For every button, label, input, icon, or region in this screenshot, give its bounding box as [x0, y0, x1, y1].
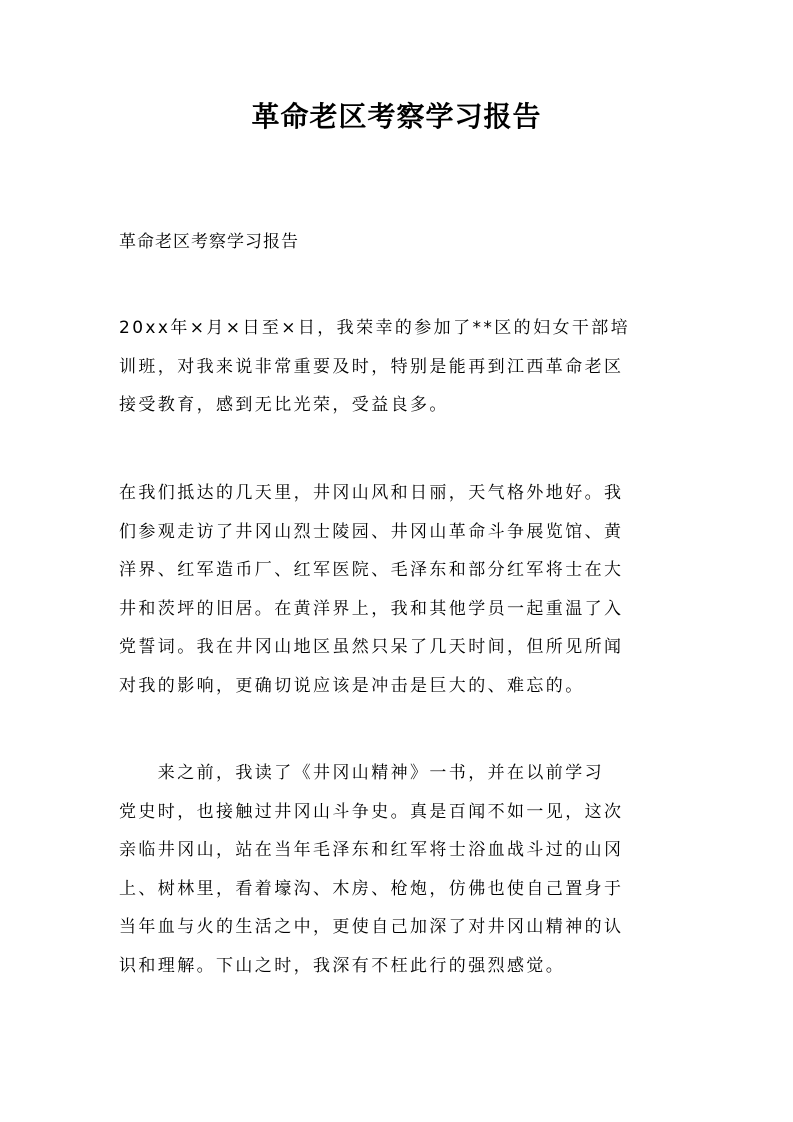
paragraph-line: 们参观走访了井冈山烈士陵园、井冈山革命斗争展览馆、黄 — [119, 521, 624, 542]
paragraph-line: 当年血与火的生活之中，更使自己加深了对井冈山精神的认 — [119, 917, 624, 937]
paragraph-line: 来之前，我读了《井冈山精神》一书，并在以前学习 — [119, 763, 604, 783]
paragraph-line: 接受教育，感到无比光荣，受益良多。 — [119, 395, 449, 415]
paragraph-1 — [119, 309, 679, 425]
paragraph-2 — [119, 474, 679, 705]
paragraph-line: 党誓词。我在井冈山地区虽然只呆了几天时间，但所见所闻 — [119, 637, 624, 657]
document-title: 革命老区考察学习报告 — [251, 100, 542, 133]
document-subtitle: 革命老区考察学习报告 — [119, 232, 299, 252]
paragraph-line: 井和茨坪的旧居。在黄洋界上，我和其他学员一起重温了入 — [119, 598, 624, 619]
paragraph-line: 对我的影响，更确切说应该是冲击是巨大的、难忘的。 — [119, 675, 585, 696]
paragraph-line: 20xx年×月×日至×日，我荣幸的参加了**区的妇女干部培 — [119, 318, 631, 338]
paragraph-line: 在我们抵达的几天里，井冈山风和日丽，天气格外地好。我 — [119, 483, 624, 503]
paragraph-3 — [119, 754, 679, 985]
paragraph-line: 上、树林里，看着壕沟、木房、枪炮，仿佛也使自己置身于 — [119, 878, 624, 899]
paragraph-line: 识和理解。下山之时，我深有不枉此行的强烈感觉。 — [119, 955, 566, 976]
paragraph-line: 亲临井冈山，站在当年毛泽东和红军将士浴血战斗过的山冈 — [119, 840, 624, 860]
paragraph-line: 训班，对我来说非常重要及时，特别是能再到江西革命老区 — [119, 356, 624, 377]
paragraph-line: 洋界、红军造币厂、红军医院、毛泽东和部分红军将士在大 — [119, 560, 624, 580]
paragraph-line: 党史时，也接触过井冈山斗争史。真是百闻不如一见，这次 — [119, 801, 624, 822]
